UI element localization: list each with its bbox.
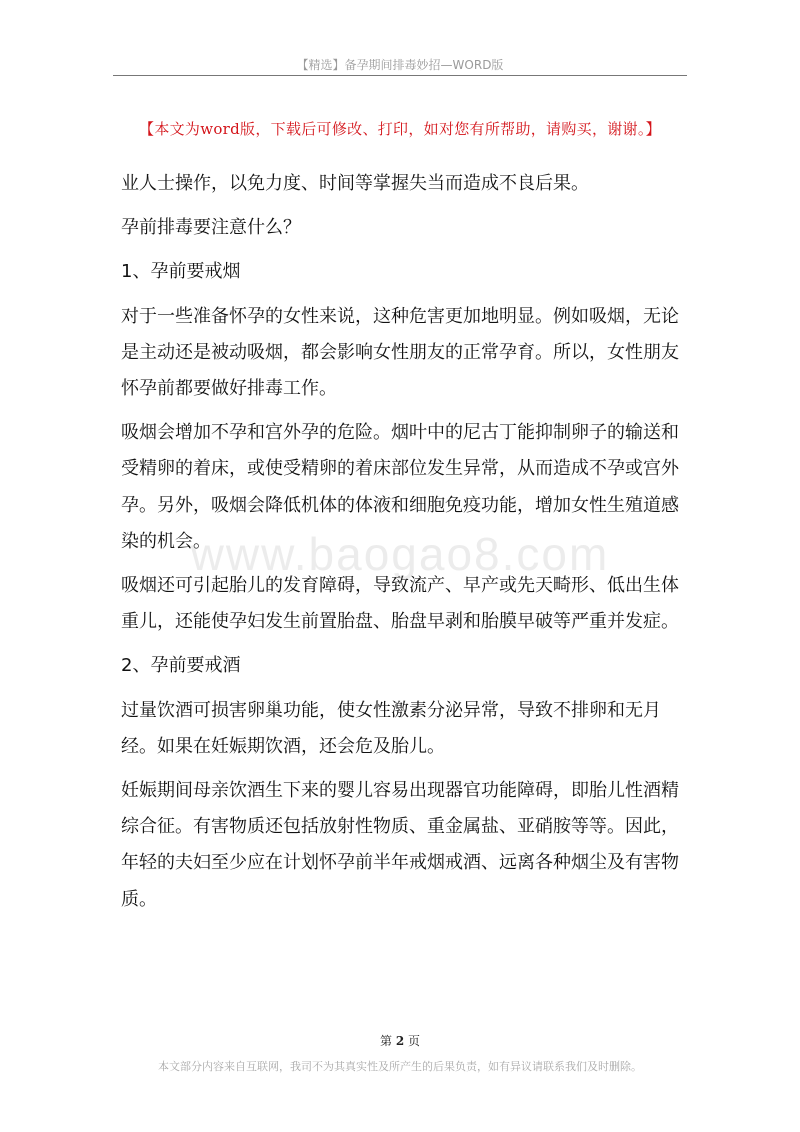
page-number-value: 2 bbox=[395, 1034, 405, 1048]
watermark: www.baogao8.com bbox=[190, 528, 610, 580]
paragraph: 对于一些准备怀孕的女性来说，这种危害更加地明显。例如吸烟，无论是主动还是被动吸烟，都会影响女性朋友的正常孕育。所以，女性朋友怀孕前都要做好排毒工作。 bbox=[121, 305, 679, 400]
page-suffix: 页 bbox=[408, 1034, 421, 1048]
paragraph: 吸烟还可引起胎儿的发育障碍，导致流产、早产或先天畸形、低出生体重儿，还能使孕妇发生前置胎盘、胎盘早剥和胎膜早破等严重并发症。 bbox=[121, 575, 679, 633]
footer-disclaimer: 本文部分内容来自互联网，我司不为其真实性及所产生的后果负责，如有异议请联系我们及时删除。 bbox=[158, 1060, 642, 1073]
section-heading: 2、孕前要戒酒 bbox=[121, 655, 241, 677]
paragraph: 吸烟会增加不孕和宫外孕的危险。烟叶中的尼古丁能抑制卵子的输送和受精卵的着床，或使受精卵的着床部位发生异常，从而造成不孕或宫外孕。另外，吸烟会降低机体的体液和细胞免疫功能，增加女性生殖道感染的机会。 bbox=[121, 422, 679, 552]
page-number bbox=[0, 1032, 800, 1049]
document-body bbox=[121, 166, 687, 926]
section-question: 孕前排毒要注意什么？ bbox=[121, 217, 301, 239]
paragraph: 业人士操作，以免力度、时间等掌握失当而造成不良后果。 bbox=[121, 173, 589, 194]
header-title: 【精选】备孕期间排毒妙招—WORD版 bbox=[296, 58, 504, 72]
header-divider bbox=[113, 75, 687, 76]
download-notice: 【本文为word版，下载后可修改、打印，如对您有所帮助，请购买，谢谢。】 bbox=[139, 120, 661, 138]
paragraph: 过量饮酒可损害卵巢功能，使女性激素分泌异常，导致不排卵和无月经。如果在妊娠期饮酒，还会危及胎儿。 bbox=[121, 699, 661, 757]
paragraph: 妊娠期间母亲饮酒生下来的婴儿容易出现器官功能障碍，即胎儿性酒精综合征。有害物质还包括放射性物质、重金属盐、亚硝胺等等。因此，年轻的夫妇至少应在计划怀孕前半年戒烟戒酒、远离各种烟尘及有害物质。 bbox=[121, 780, 679, 910]
page-prefix: 第 bbox=[379, 1034, 392, 1048]
section-heading: 1、孕前要戒烟 bbox=[121, 261, 241, 283]
